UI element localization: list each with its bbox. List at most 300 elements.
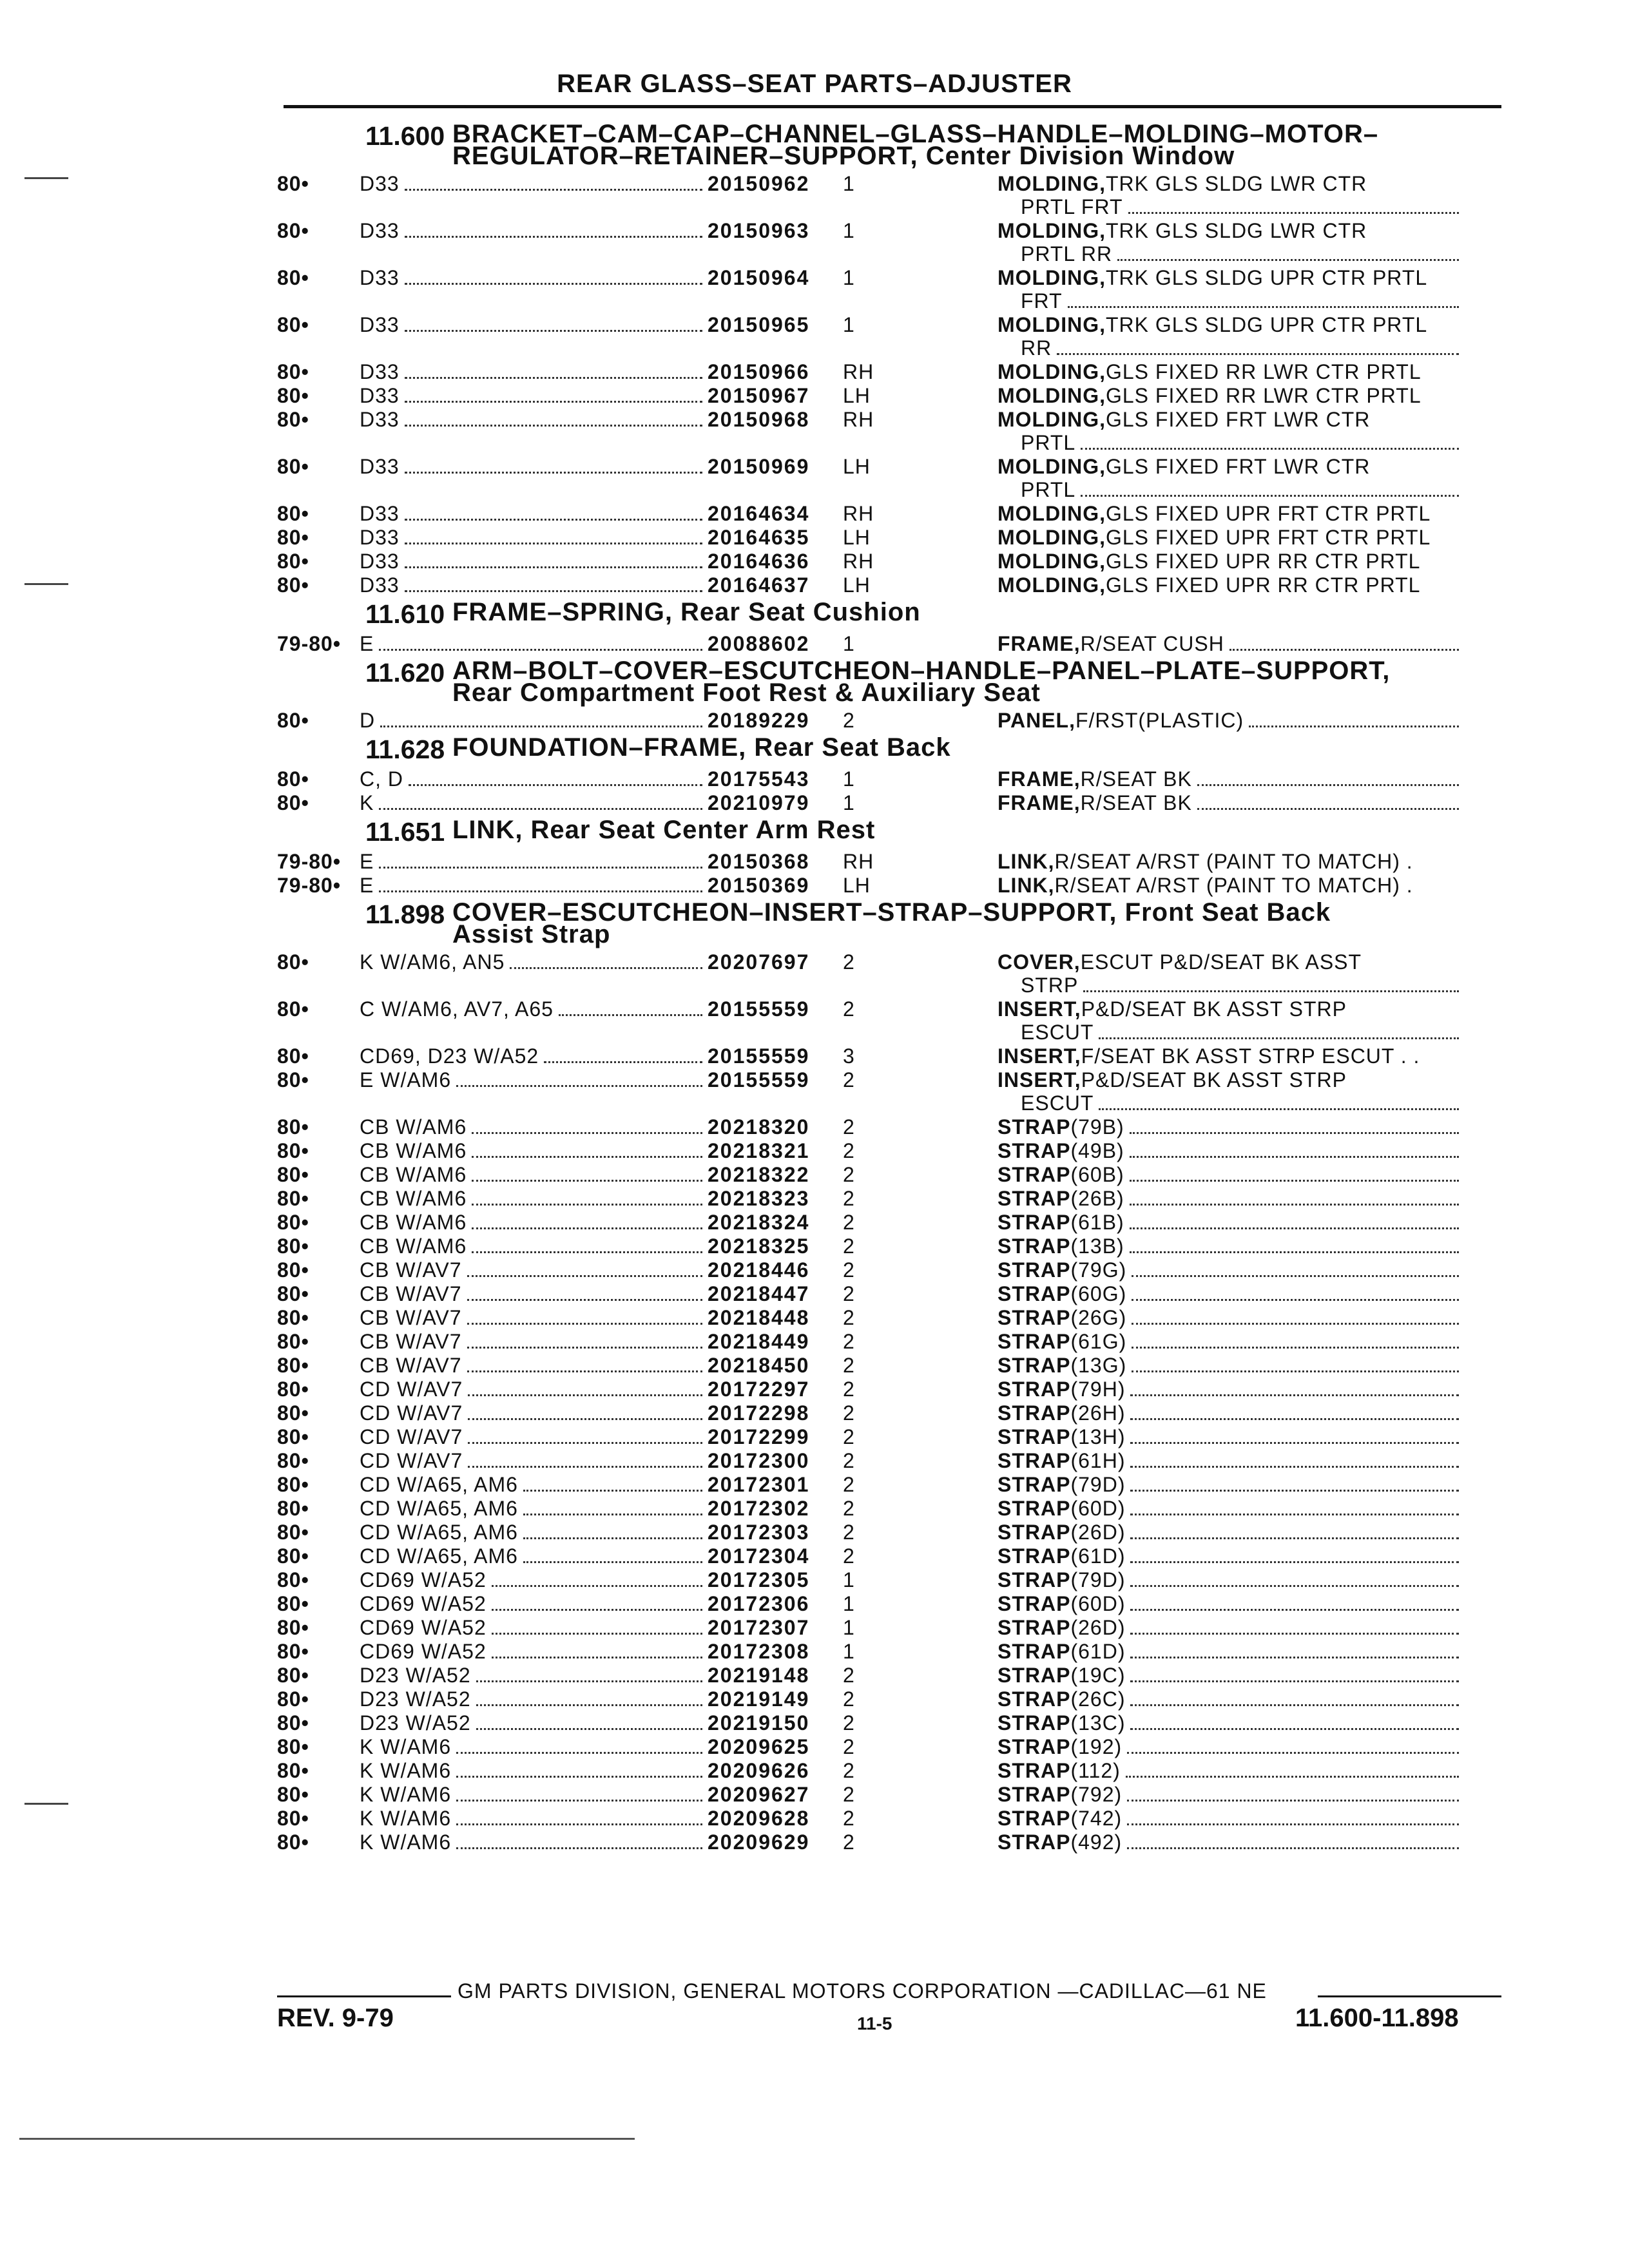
- description-line: [998, 1759, 1461, 1783]
- application-cell: [360, 408, 708, 432]
- quantity: RH: [843, 502, 874, 525]
- quantity: LH: [843, 573, 871, 597]
- application: CD69 W/A52: [360, 1592, 487, 1615]
- margin-mark: [24, 1803, 68, 1805]
- description-noun: STRAP: [998, 1640, 1071, 1663]
- part-row: [277, 1211, 1501, 1235]
- part-number: 20210979: [708, 791, 810, 814]
- description-line: [998, 1783, 1461, 1807]
- leader-dots: [1081, 495, 1459, 497]
- description-noun: STRAP: [998, 1783, 1071, 1806]
- leader-dots: [544, 1061, 702, 1063]
- application: D23 W/A52: [360, 1687, 471, 1711]
- application-cell: [360, 997, 708, 1021]
- part-number: 20172299: [708, 1425, 810, 1448]
- description-line: [998, 1139, 1461, 1163]
- margin-mark: [24, 177, 68, 179]
- application-cell: [360, 172, 708, 196]
- application-cell: [360, 850, 708, 874]
- application: D33: [360, 360, 400, 383]
- description: [998, 1115, 1461, 1139]
- quantity: 2: [843, 1449, 855, 1472]
- description-line: [998, 709, 1461, 733]
- margin-mark: [24, 583, 68, 585]
- part-row: [277, 573, 1501, 597]
- quantity: LH: [843, 384, 871, 407]
- description-noun: STRAP: [998, 1139, 1071, 1162]
- description-text: STRP: [1021, 974, 1079, 997]
- leader-dots: [523, 1561, 702, 1563]
- leader-dots: [1130, 1657, 1459, 1658]
- leader-dots: [1099, 1108, 1459, 1110]
- leader-dots: [1126, 1776, 1459, 1778]
- part-number: 20172306: [708, 1592, 810, 1615]
- description: [998, 1211, 1461, 1235]
- quantity: 2: [843, 1807, 855, 1830]
- model-year: 80•: [277, 1449, 309, 1472]
- model-year: 80•: [277, 550, 309, 573]
- parts-section: [277, 120, 1501, 597]
- quantity: 2: [843, 1139, 855, 1162]
- description-noun: COVER,: [998, 950, 1081, 974]
- leader-dots: [1130, 1204, 1459, 1206]
- description-text: F/SEAT BK ASST STRP ESCUT . .: [1081, 1044, 1420, 1068]
- description-text: (19C): [1070, 1664, 1126, 1687]
- quantity: 2: [843, 1735, 855, 1758]
- leader-dots: [492, 1585, 702, 1587]
- description-line: [998, 632, 1461, 656]
- application-cell: [360, 573, 708, 597]
- application-cell: [360, 1711, 708, 1735]
- description: [998, 791, 1461, 815]
- section-number: 11.651: [365, 817, 445, 847]
- application-cell: [360, 1044, 708, 1068]
- part-row: [277, 709, 1501, 733]
- leader-dots: [468, 1418, 702, 1420]
- leader-dots: [1197, 784, 1459, 786]
- description-text: R/SEAT A/RST (PAINT TO MATCH) .: [1054, 850, 1413, 873]
- part-row: [277, 1163, 1501, 1187]
- application: CD W/AV7: [360, 1378, 463, 1401]
- section-number: 11.628: [365, 735, 445, 764]
- application-cell: [360, 502, 708, 526]
- leader-dots: [1130, 1227, 1459, 1229]
- leader-dots: [523, 1537, 702, 1539]
- description-noun: MOLDING,: [998, 219, 1106, 242]
- leader-dots: [405, 472, 702, 474]
- description-line: [998, 1568, 1461, 1592]
- description-noun: STRAP: [998, 1544, 1071, 1568]
- application: CB W/AV7: [360, 1330, 462, 1353]
- application-cell: [360, 1831, 708, 1854]
- model-year: 80•: [277, 455, 309, 478]
- model-year: 80•: [277, 1544, 309, 1568]
- application: CB W/AV7: [360, 1258, 462, 1282]
- description: [998, 1258, 1461, 1282]
- part-number: 20172305: [708, 1568, 810, 1591]
- description-text: (192): [1070, 1735, 1123, 1758]
- leader-dots: [1130, 1609, 1459, 1611]
- application-cell: [360, 384, 708, 408]
- leader-dots: [1130, 1180, 1459, 1182]
- model-year: 79-80•: [277, 874, 342, 897]
- leader-dots: [559, 1014, 702, 1016]
- leader-dots: [1130, 1585, 1459, 1587]
- quantity: 2: [843, 1354, 855, 1377]
- description-text: (13B): [1070, 1235, 1124, 1258]
- leader-dots: [379, 867, 702, 869]
- part-number: 20150368: [708, 850, 810, 873]
- leader-dots: [1127, 1847, 1459, 1849]
- part-row: [277, 1282, 1501, 1306]
- description-text: (60B): [1070, 1163, 1124, 1186]
- leader-dots: [1132, 1275, 1459, 1277]
- part-number: 20219149: [708, 1687, 810, 1711]
- leader-dots: [467, 1347, 702, 1349]
- description-line: [998, 850, 1461, 873]
- model-year: 80•: [277, 1354, 309, 1377]
- leader-dots: [1127, 1800, 1459, 1802]
- quantity: 2: [843, 1258, 855, 1282]
- parts-section: [277, 816, 1501, 898]
- section-title-line: FOUNDATION–FRAME, Rear Seat Back: [452, 733, 951, 762]
- description-line: [998, 1735, 1461, 1759]
- leader-dots: [1132, 1323, 1459, 1325]
- model-year: 80•: [277, 767, 309, 791]
- part-row: [277, 502, 1501, 526]
- quantity: 2: [843, 950, 855, 974]
- description-noun: STRAP: [998, 1115, 1071, 1139]
- revision-label: REV. 9-79: [277, 2004, 394, 2032]
- application-cell: [360, 1163, 708, 1187]
- quantity: 2: [843, 1187, 855, 1210]
- leader-dots: [468, 1442, 702, 1444]
- leader-dots: [1117, 259, 1459, 261]
- leader-dots: [405, 236, 702, 238]
- quantity: 2: [843, 709, 855, 732]
- application-cell: [360, 1139, 708, 1163]
- application: CD W/AV7: [360, 1449, 463, 1472]
- description-text: (26B): [1070, 1187, 1124, 1210]
- application: D33: [360, 573, 400, 597]
- description: [998, 573, 1461, 597]
- quantity: 2: [843, 1211, 855, 1234]
- part-number: 20209627: [708, 1783, 810, 1806]
- description-line: [998, 1163, 1461, 1187]
- description-text: F/RST(PLASTIC): [1075, 709, 1244, 732]
- application-cell: [360, 767, 708, 791]
- description-text: ESCUT: [1021, 1021, 1094, 1044]
- part-row: [277, 1687, 1501, 1711]
- description-line: [998, 1664, 1461, 1687]
- leader-dots: [476, 1704, 702, 1706]
- application-cell: [360, 791, 708, 815]
- description-noun: STRAP: [998, 1258, 1071, 1282]
- quantity: 2: [843, 1068, 855, 1091]
- description: [998, 1473, 1461, 1497]
- quantity: 2: [843, 1330, 855, 1353]
- quantity: 2: [843, 1401, 855, 1425]
- footer-rule-right: [1318, 1995, 1501, 1997]
- description-line: [998, 1330, 1461, 1354]
- application: D33: [360, 502, 400, 525]
- leader-dots: [1130, 1704, 1459, 1706]
- model-year: 79-80•: [277, 632, 342, 655]
- description-text: (60D): [1070, 1497, 1126, 1520]
- description-noun: STRAP: [998, 1759, 1071, 1782]
- model-year: 80•: [277, 1783, 309, 1806]
- model-year: 80•: [277, 1711, 309, 1735]
- quantity: 1: [843, 1616, 855, 1639]
- part-number: 20172303: [708, 1521, 810, 1544]
- model-year: 80•: [277, 709, 309, 732]
- leader-dots: [476, 1680, 702, 1682]
- part-number: 20209628: [708, 1807, 810, 1830]
- description-continuation: [998, 478, 1461, 502]
- model-year: 80•: [277, 219, 309, 242]
- section-title: [452, 816, 1501, 844]
- description-continuation: [998, 1021, 1461, 1044]
- part-number: 20218321: [708, 1139, 810, 1162]
- description: [998, 266, 1461, 313]
- part-row: [277, 219, 1501, 266]
- leader-dots: [467, 1323, 702, 1325]
- quantity: 1: [843, 172, 855, 195]
- leader-dots: [405, 519, 702, 521]
- leader-dots: [472, 1156, 702, 1158]
- description-noun: FRAME,: [998, 767, 1081, 791]
- application: E W/AM6: [360, 1068, 452, 1091]
- description-noun: STRAP: [998, 1163, 1071, 1186]
- section-title-line: Assist Strap: [452, 920, 611, 948]
- description-noun: STRAP: [998, 1330, 1071, 1353]
- application: E: [360, 874, 374, 897]
- description-line: [998, 1211, 1461, 1235]
- leader-dots: [523, 1490, 702, 1492]
- description-text: PRTL FRT: [1021, 195, 1123, 218]
- description-noun: STRAP: [998, 1664, 1071, 1687]
- leader-dots: [1068, 306, 1459, 308]
- application-cell: [360, 1235, 708, 1258]
- description: [998, 1282, 1461, 1306]
- description-noun: MOLDING,: [998, 502, 1106, 525]
- description-noun: STRAP: [998, 1306, 1071, 1329]
- section-title: [452, 598, 1501, 626]
- part-row: [277, 266, 1501, 313]
- part-number: 20164635: [708, 526, 810, 549]
- description-text: (49B): [1070, 1139, 1124, 1162]
- leader-dots: [1127, 1752, 1459, 1754]
- leader-dots: [472, 1204, 702, 1206]
- quantity: 1: [843, 313, 855, 336]
- leader-dots: [456, 1752, 702, 1754]
- section-header: [277, 598, 1501, 629]
- description-line: [998, 1282, 1461, 1306]
- description-noun: MOLDING,: [998, 360, 1106, 383]
- top-rule: [284, 105, 1501, 108]
- application-cell: [360, 1354, 708, 1378]
- description-text: GLS FIXED FRT LWR CTR: [1105, 455, 1371, 478]
- description: [998, 1330, 1461, 1354]
- application-cell: [360, 709, 708, 733]
- description-noun: STRAP: [998, 1592, 1071, 1615]
- leader-dots: [1099, 1037, 1459, 1039]
- part-row: [277, 1354, 1501, 1378]
- description-text: PRTL: [1021, 431, 1076, 454]
- description-text: PRTL RR: [1021, 242, 1113, 265]
- leader-dots: [492, 1609, 702, 1611]
- description-line: [998, 1449, 1461, 1473]
- description-text: (61H): [1070, 1449, 1126, 1472]
- description-line: [998, 1306, 1461, 1330]
- application: C W/AM6, AV7, A65: [360, 997, 554, 1021]
- part-number: 20218446: [708, 1258, 810, 1282]
- model-year: 80•: [277, 1473, 309, 1496]
- part-row: [277, 1783, 1501, 1807]
- application: CD W/A65, AM6: [360, 1497, 518, 1520]
- part-row: [277, 1735, 1501, 1759]
- application-cell: [360, 1521, 708, 1544]
- application-cell: [360, 632, 708, 656]
- leader-dots: [476, 1728, 702, 1730]
- quantity: 2: [843, 1473, 855, 1496]
- description-text: (61D): [1070, 1544, 1126, 1568]
- application-cell: [360, 360, 708, 384]
- leader-dots: [1057, 353, 1459, 355]
- quantity: 2: [843, 1521, 855, 1544]
- model-year: 80•: [277, 313, 309, 336]
- description-line: [998, 1544, 1461, 1568]
- description: [998, 1139, 1461, 1163]
- part-number: 20172301: [708, 1473, 810, 1496]
- application: CD W/A65, AM6: [360, 1544, 518, 1568]
- part-row: [277, 1306, 1501, 1330]
- part-number: 20150968: [708, 408, 810, 431]
- description: [998, 1449, 1461, 1473]
- leader-dots: [492, 1633, 702, 1635]
- application-cell: [360, 1449, 708, 1473]
- description-noun: FRAME,: [998, 632, 1081, 655]
- application-cell: [360, 1664, 708, 1687]
- leader-dots: [1130, 1490, 1459, 1492]
- application: D23 W/A52: [360, 1711, 471, 1735]
- description-continuation: [998, 242, 1461, 266]
- leader-dots: [1130, 1466, 1459, 1468]
- section-title-line: BRACKET–CAM–CAP–CHANNEL–GLASS–HANDLE–MOLDING–MOTOR–: [452, 120, 1379, 148]
- description-text: (79G): [1070, 1258, 1127, 1282]
- part-number: 20150369: [708, 874, 810, 897]
- application-cell: [360, 1616, 708, 1640]
- description-text: (26G): [1070, 1306, 1127, 1329]
- part-number: 20172302: [708, 1497, 810, 1520]
- part-row: [277, 1187, 1501, 1211]
- leader-dots: [405, 566, 702, 568]
- description-noun: MOLDING,: [998, 455, 1106, 478]
- application: CB W/AM6: [360, 1163, 467, 1186]
- description-line: [998, 1831, 1461, 1854]
- application-cell: [360, 1378, 708, 1401]
- model-year: 80•: [277, 1807, 309, 1830]
- quantity: LH: [843, 874, 871, 897]
- quantity: 3: [843, 1044, 855, 1068]
- application-cell: [360, 1568, 708, 1592]
- description: [998, 1354, 1461, 1378]
- application-cell: [360, 874, 708, 898]
- part-number: 20172308: [708, 1640, 810, 1663]
- leader-dots: [405, 590, 702, 592]
- application: K W/AM6: [360, 1759, 452, 1782]
- part-row: [277, 1401, 1501, 1425]
- leader-dots: [472, 1227, 702, 1229]
- part-number: 20088602: [708, 632, 810, 655]
- description-line: [998, 1235, 1461, 1258]
- description-text: ESCUT P&D/SEAT BK ASST: [1080, 950, 1362, 974]
- description-text: R/SEAT BK: [1080, 791, 1192, 814]
- description-line: [998, 1378, 1461, 1401]
- leader-dots: [379, 649, 702, 651]
- application: CB W/AM6: [360, 1139, 467, 1162]
- description-text: (79D): [1070, 1473, 1126, 1496]
- description: [998, 1497, 1461, 1521]
- application-cell: [360, 1473, 708, 1497]
- description-text: GLS FIXED UPR RR CTR PRTL: [1105, 573, 1421, 597]
- part-number: 20209625: [708, 1735, 810, 1758]
- description: [998, 997, 1461, 1044]
- leader-dots: [456, 1800, 702, 1802]
- leader-dots: [1130, 1132, 1459, 1134]
- application: CD69 W/A52: [360, 1616, 487, 1639]
- parts-section: [277, 733, 1501, 815]
- quantity: 2: [843, 1425, 855, 1448]
- leader-dots: [468, 1466, 702, 1468]
- description-text: TRK GLS SLDG LWR CTR: [1105, 172, 1367, 195]
- part-row: [277, 172, 1501, 219]
- part-number: 20218320: [708, 1115, 810, 1139]
- parts-section: [277, 598, 1501, 656]
- description-line: [998, 219, 1461, 242]
- part-row: [277, 1378, 1501, 1401]
- description-noun: STRAP: [998, 1831, 1071, 1854]
- quantity: 2: [843, 1783, 855, 1806]
- part-number: 20218450: [708, 1354, 810, 1377]
- description-line: [998, 1592, 1461, 1616]
- leader-dots: [492, 1657, 702, 1658]
- part-number: 20207697: [708, 950, 810, 974]
- description: [998, 1068, 1461, 1115]
- description-noun: PANEL,: [998, 709, 1075, 732]
- description-text: GLS FIXED UPR FRT CTR PRTL: [1105, 526, 1431, 549]
- description-text: (79H): [1070, 1378, 1126, 1401]
- description-line: [998, 950, 1461, 974]
- description-noun: MOLDING,: [998, 172, 1106, 195]
- application: CB W/AM6: [360, 1235, 467, 1258]
- application: CB W/AM6: [360, 1115, 467, 1139]
- description-line: [998, 1473, 1461, 1497]
- application: CB W/AV7: [360, 1282, 462, 1305]
- page-title: REAR GLASS–SEAT PARTS–ADJUSTER: [557, 70, 1072, 98]
- application: E: [360, 632, 374, 655]
- leader-dots: [1081, 448, 1459, 450]
- description: [998, 1759, 1461, 1783]
- description-continuation: [998, 336, 1461, 360]
- description-line: [998, 1354, 1461, 1378]
- leader-dots: [1130, 1394, 1459, 1396]
- description-noun: STRAP: [998, 1521, 1071, 1544]
- leader-dots: [1197, 808, 1459, 810]
- application: K W/AM6, AN5: [360, 950, 505, 974]
- description-text: RR: [1021, 336, 1052, 360]
- description-noun: STRAP: [998, 1282, 1071, 1305]
